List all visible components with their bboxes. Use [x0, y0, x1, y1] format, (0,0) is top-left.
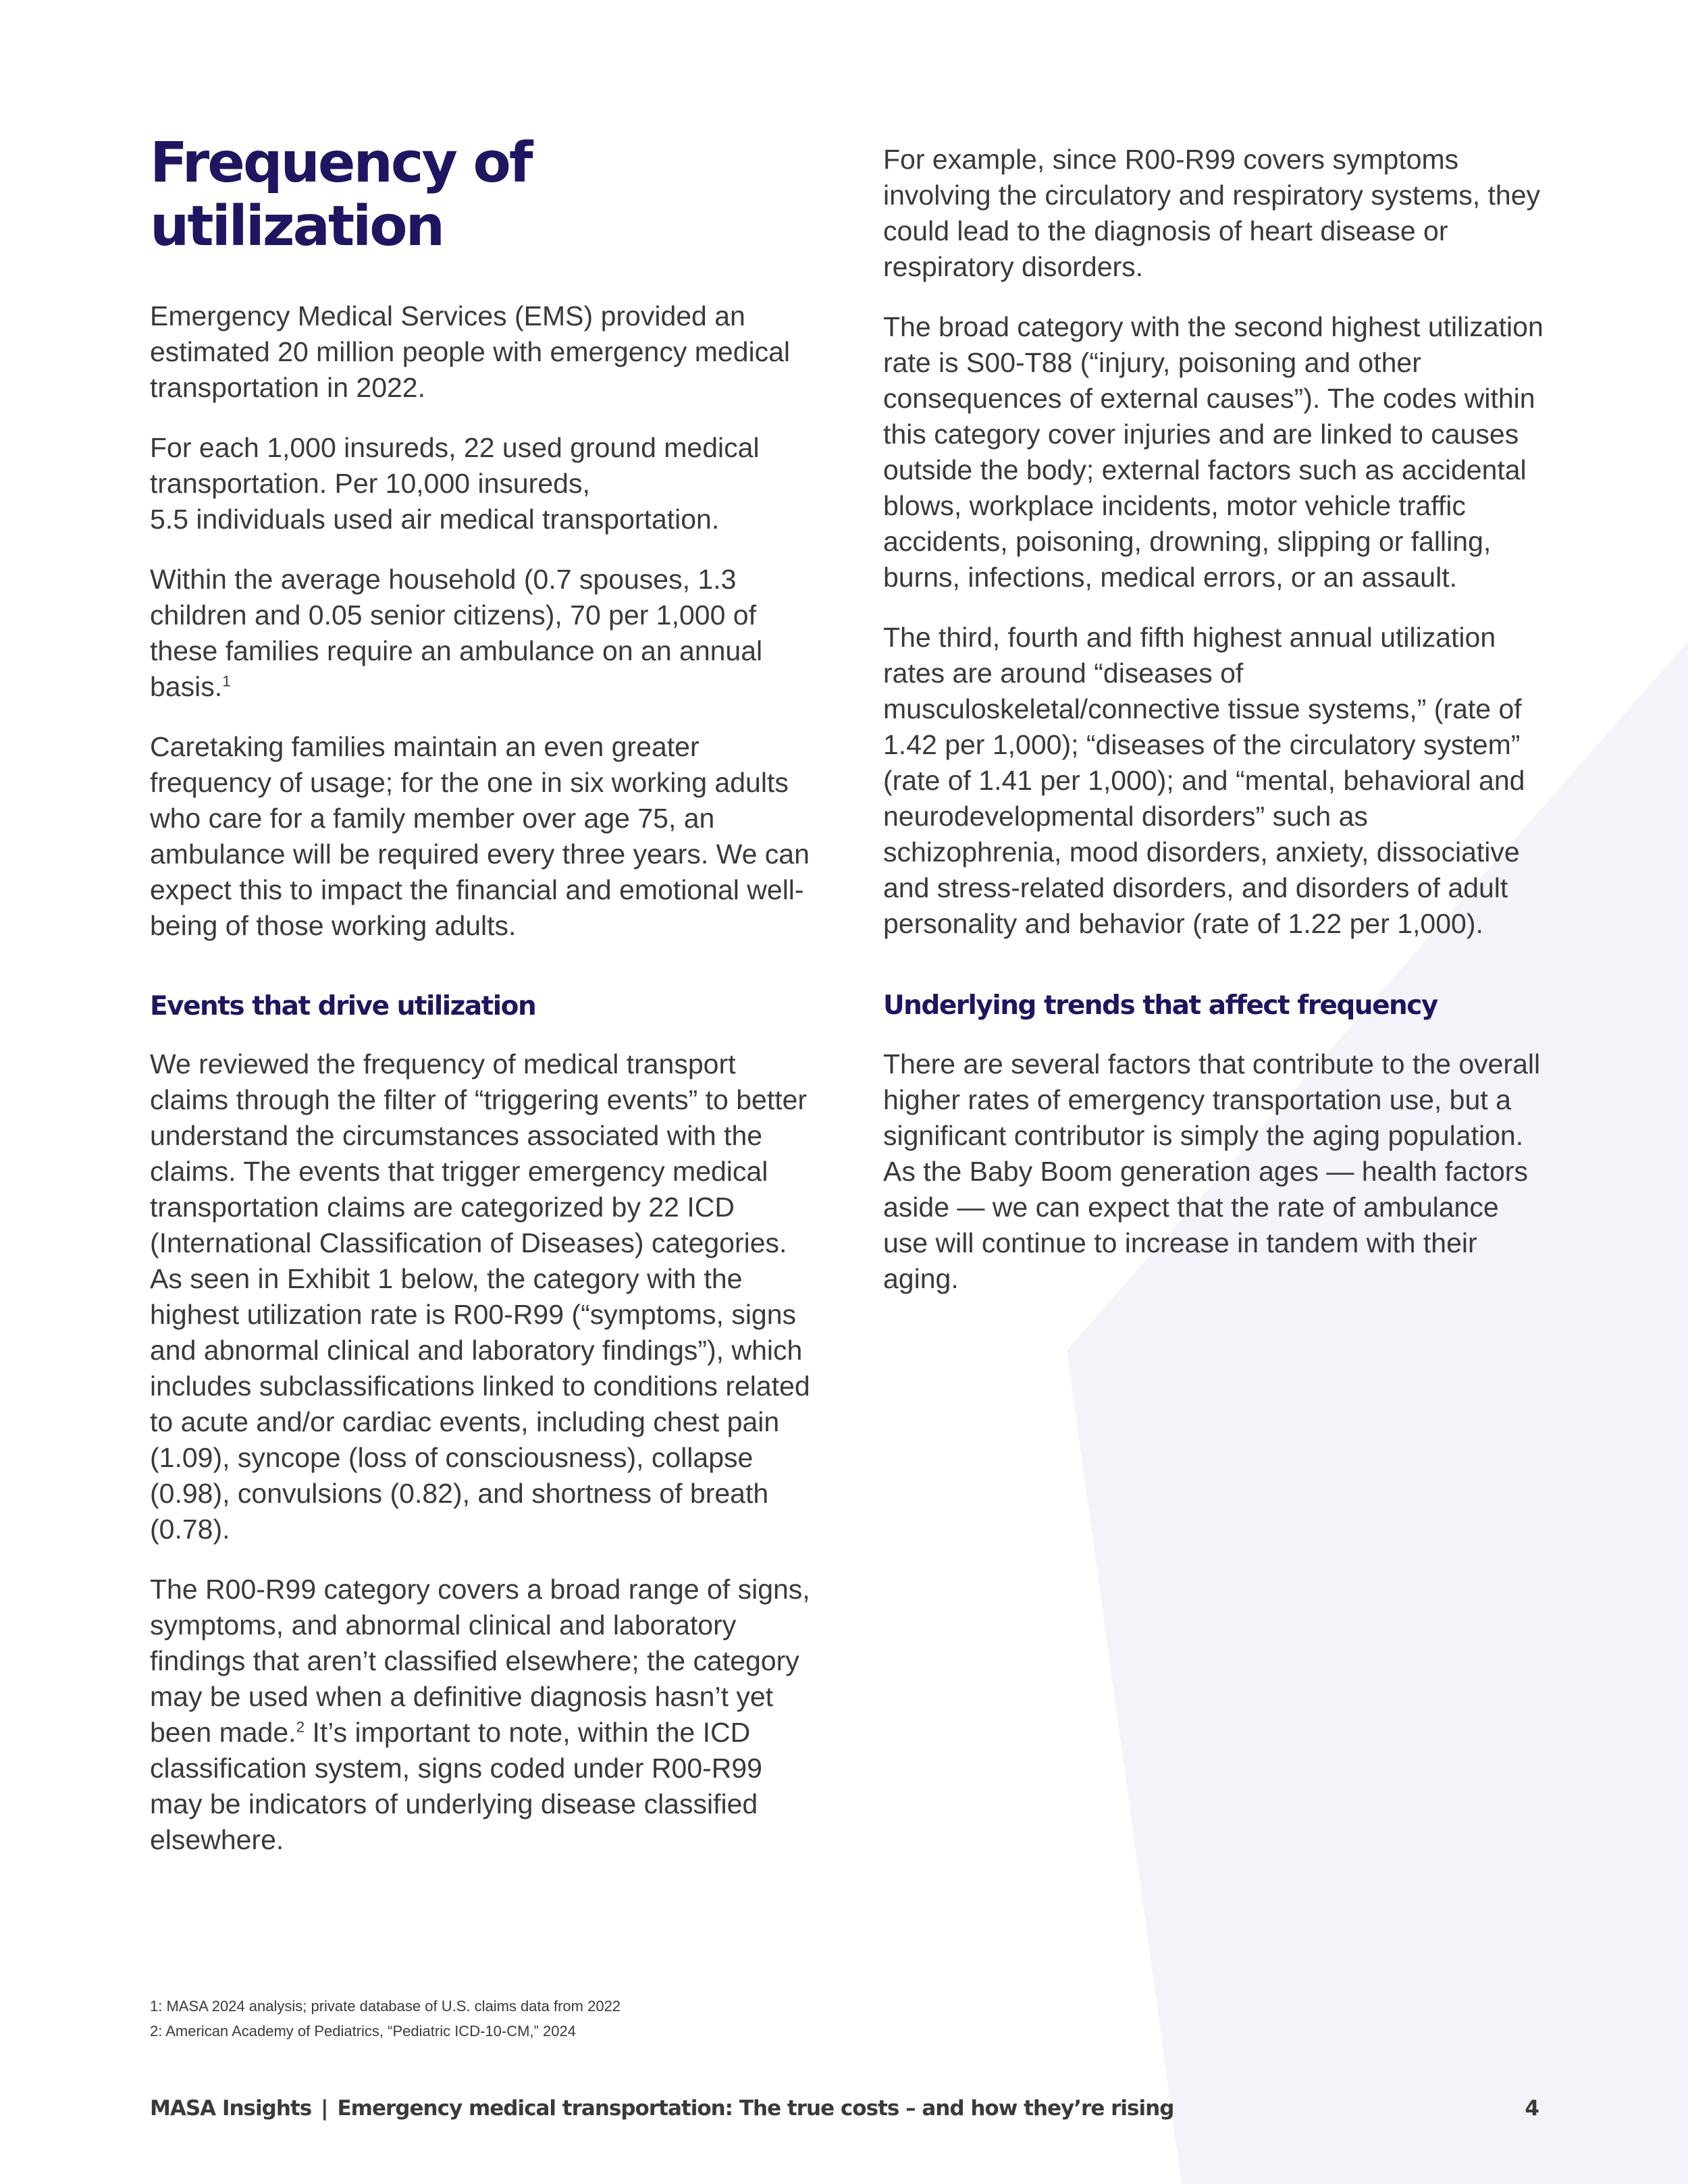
- footer-separator: |: [321, 2096, 328, 2121]
- footer-brand: MASA Insights: [150, 2096, 312, 2121]
- paragraph-household-text: Within the average household (0.7 spouses, 1.3 children and 0.05 senior citizens), 70 per 1,000 of these families require an ambulance on an annual basis.: [150, 563, 763, 702]
- page-footer: [150, 2096, 1539, 2121]
- footnote-1: 1: MASA 2024 analysis; private database of U.S. claims data from 2022: [150, 1998, 621, 2015]
- subheading-underlying-trends: Underlying trends that affect frequency: [883, 990, 1438, 1021]
- paragraph-caretaking: Caretaking families maintain an even greater frequency of usage; for the one in six working adults who care for a family member over age 75, an ambulance will be required every three years. We can expect this to impact the financial and emotional well-being of those working adults.: [150, 730, 810, 941]
- paragraph-ems-estimate: Emergency Medical Services (EMS) provided an estimated 20 million people with emergency medical transportation in 2022.: [150, 300, 791, 403]
- paragraph-insureds-rates-line2: 5.5 individuals used air medical transportation.: [150, 503, 720, 535]
- subheading-events: Events that drive utilization: [150, 990, 536, 1021]
- page-number: 4: [1525, 2096, 1539, 2121]
- paragraph-third-fifth: The third, fourth and fifth highest annual utilization rates are around “diseases of musculoskeletal/connective tissue systems,” (rate of 1.42 per 1,000); “diseases of the circulatory system” (rate of 1.41 per 1,000); and “mental, behavioral and neurodevelopmental disorders” such as schizophrenia, mood disorders, anxiety, dissociative and stress-related disorders, and disorders of adult personality and behavior (rate of 1.22 per 1,000).: [883, 622, 1525, 939]
- footnote-ref-1: 1: [222, 672, 231, 689]
- paragraph-second-highest: The broad category with the second highest utilization rate is S00-T88 (“injury, poisoning and other consequences of external causes”). The codes within this category cover injuries and are linked to causes outside the body; external factors such as accidental blows, workplace incidents, motor vehicle traffic accidents, poisoning, drowning, slipping or falling, burns, infections, medical errors, or an assault.: [883, 311, 1544, 593]
- footnote-ref-2: 2: [296, 1718, 305, 1736]
- left-column: [150, 132, 812, 1882]
- paragraph-r00-r99-part1: The R00-R99 category covers a broad range of signs, symptoms, and abnormal clinical and laboratory findings that aren’t classified elsewhere; the category may be used when a definitive diagnosis hasn’t yet been made.: [150, 1574, 810, 1749]
- footnotes: [150, 1994, 960, 2044]
- paragraph-r00-r99-part2: It’s important to note, within the ICD classification system, signs coded under R00-R99 may be indicators of underlying disease classified elsewhere.: [150, 1717, 762, 1856]
- paragraph-insureds-rates-line1: For each 1,000 insureds, 22 used ground medical transportation. Per 10,000 insureds,: [150, 431, 760, 499]
- paragraph-aging-population: There are several factors that contribute to the overall higher rates of emergency transportation use, but a significant contributor is simply the aging population. As the Baby Boom generation ages — health factors aside — we can expect that the rate of ambulance use will continue to increase in tandem with their aging.: [883, 1048, 1541, 1294]
- paragraph-r00-r99: [150, 1572, 812, 1858]
- page-title: Frequency of utilization: [150, 131, 531, 259]
- footnote-2: 2: American Academy of Pediatrics, “Pediatric ICD-10-CM,” 2024: [150, 2023, 576, 2040]
- paragraph-triggering-events: We reviewed the frequency of medical transport claims through the filter of “triggering events” to better understand the circumstances associated with the claims. The events that trigger emergency medical transportation claims are categorized by 22 ICD (International Classification of Diseases) categories. As seen in Exhibit 1 below, the category with the highest utilization rate is R00-R99 (“symptoms, signs and abnormal clinical and laboratory findings”), which includes subclassifications linked to conditions related to acute and/or cardiac events, including chest pain (1.09), syncope (loss of consciousness), collapse (0.98), convulsions (0.82), and shortness of breath (0.78).: [150, 1048, 810, 1545]
- footer-document-title: Emergency medical transportation: The true costs – and how they’re rising: [337, 2096, 1174, 2121]
- right-column: [883, 142, 1548, 1321]
- paragraph-insureds-rates: [150, 430, 812, 537]
- paragraph-household: [150, 562, 812, 705]
- paragraph-example: For example, since R00-R99 covers symptoms involving the circulatory and respiratory systems, they could lead to the diagnosis of heart disease or respiratory disorders.: [883, 144, 1541, 282]
